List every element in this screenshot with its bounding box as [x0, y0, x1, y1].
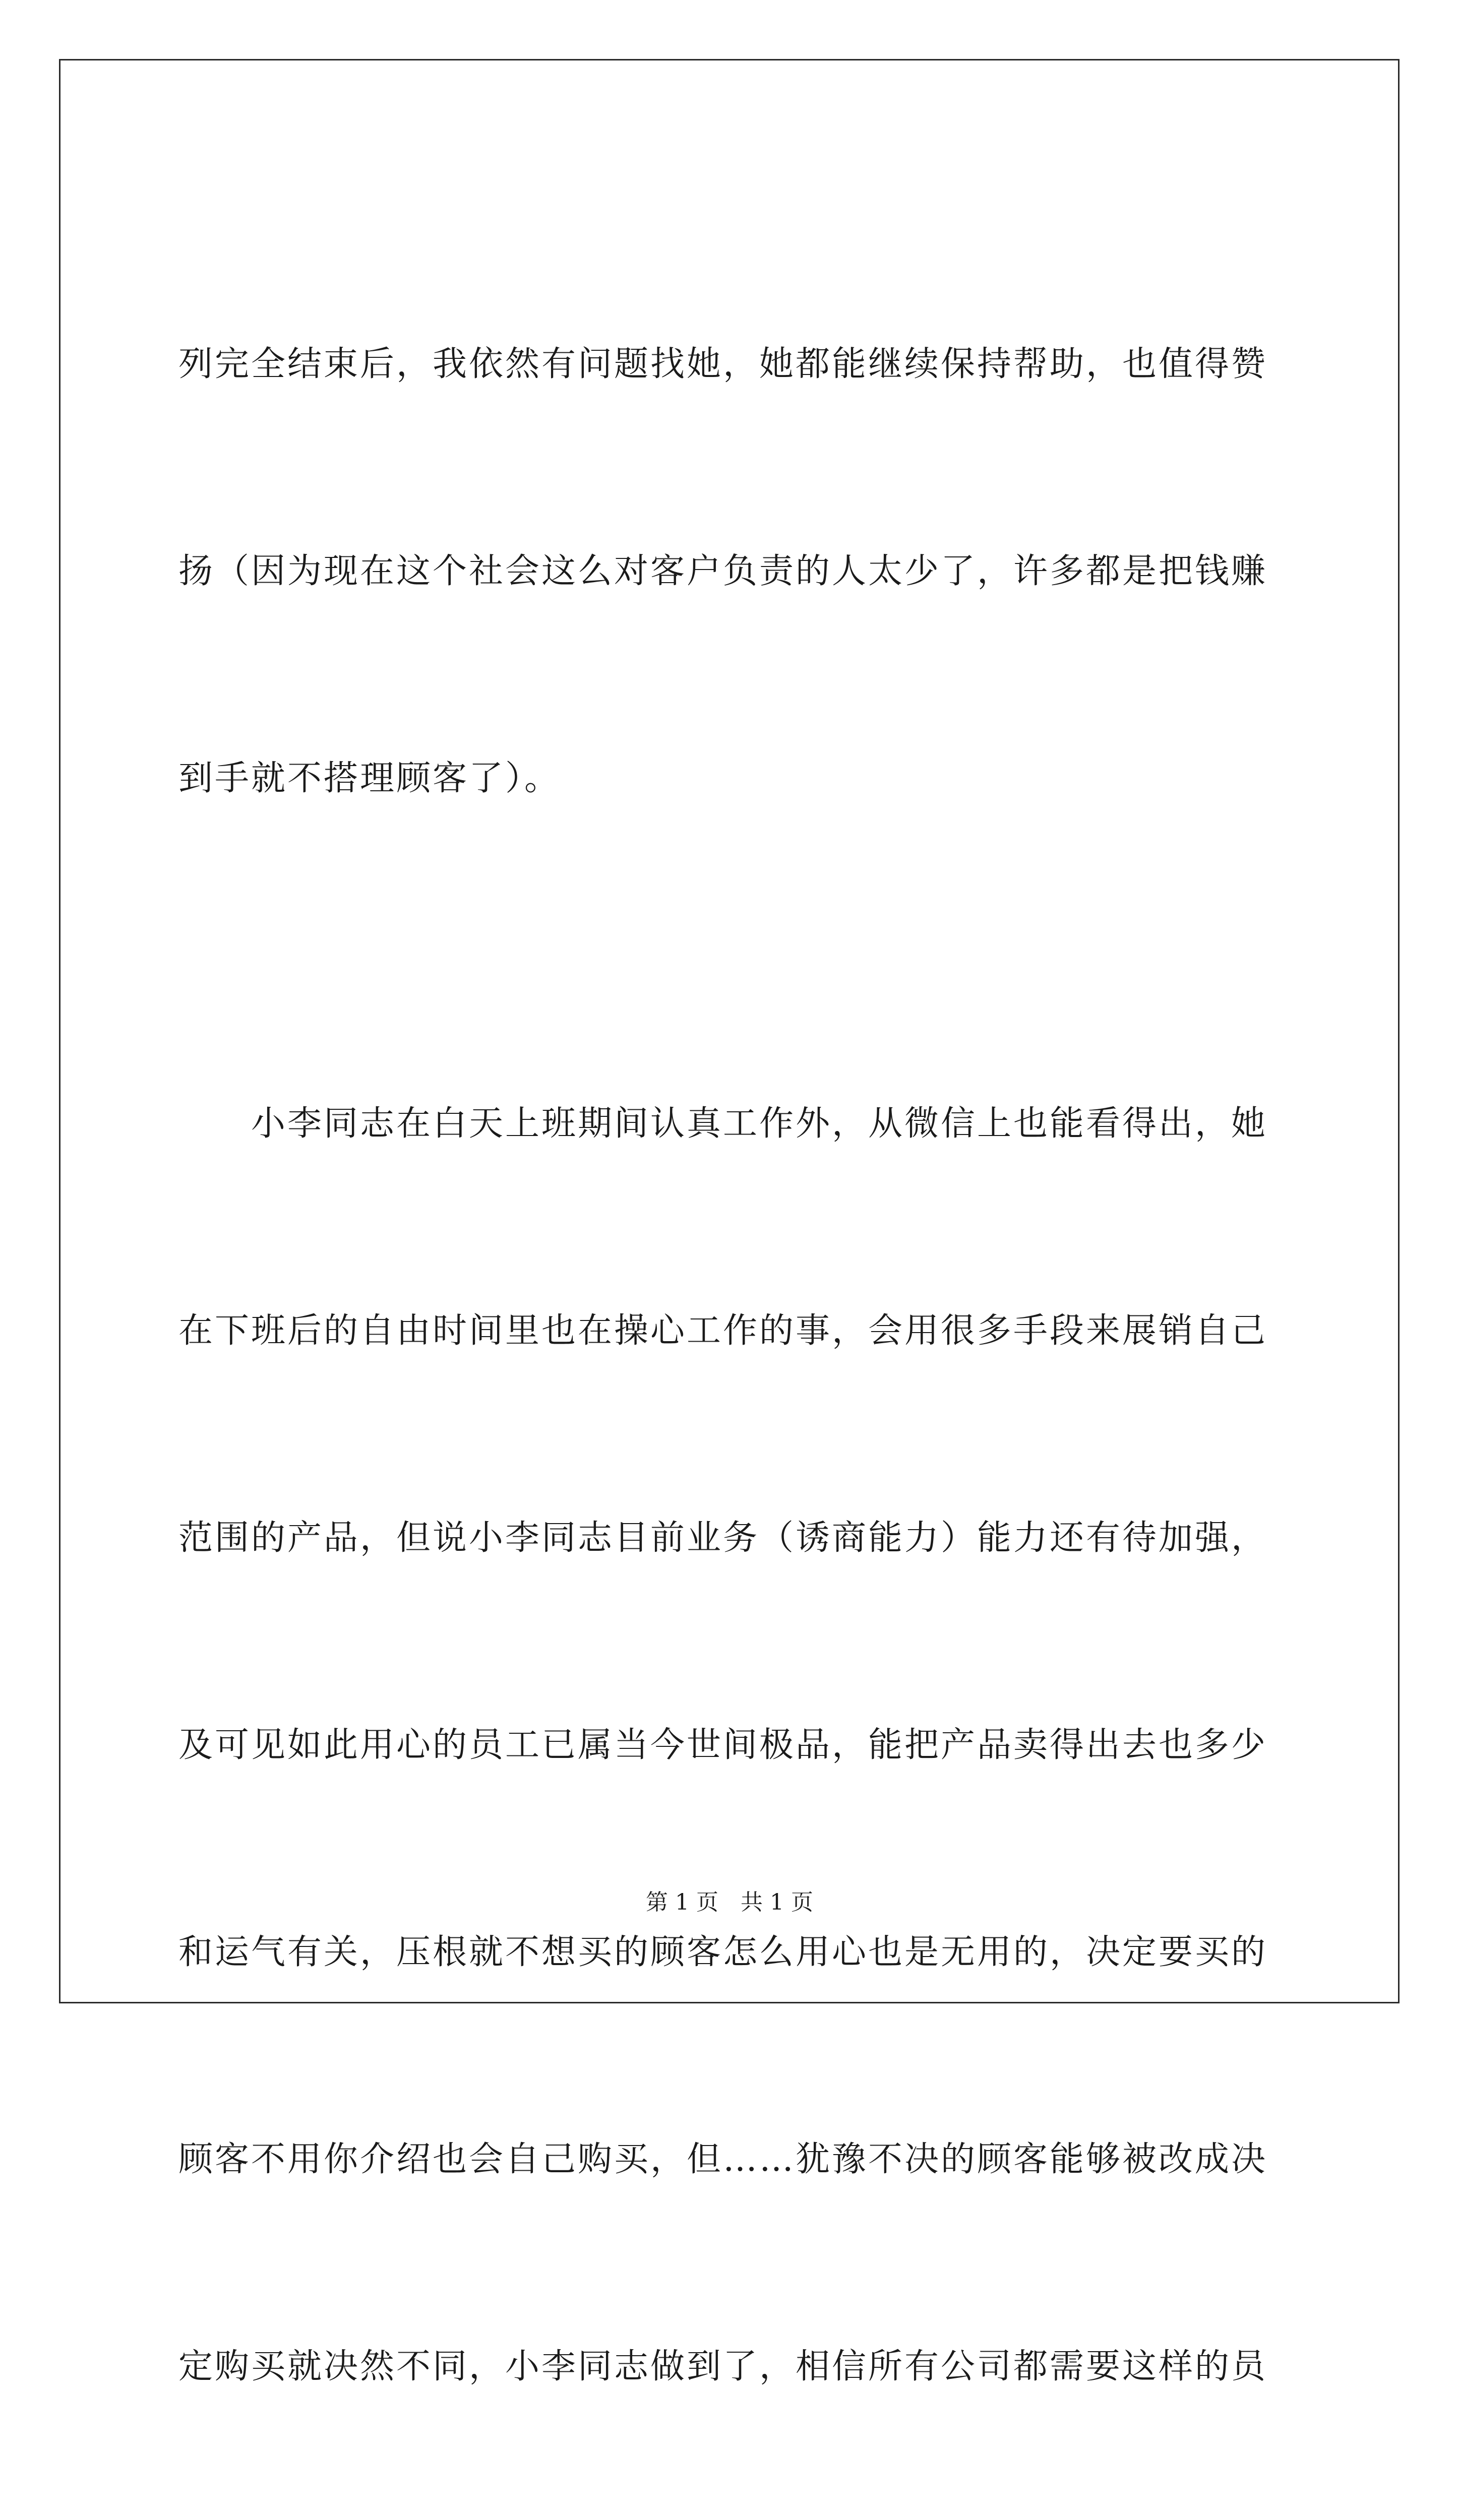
text-line: 和运气有关，压根就不想买的顾客怎么用心也是无用的，决定要买的: [178, 1932, 1268, 1972]
text-line: 范围的产品，但说小李同志目前业务（诱商能力）能力还有待加强，: [178, 1518, 1268, 1558]
text-line: 列完全结束后，我依然有问题找她，她都能继续保持帮助，也值得赞: [178, 344, 1268, 384]
text-line: 在下班后的自由时间里也在操心工作的事，会用很多手段来展销自己: [178, 1311, 1268, 1351]
paragraph-2: [178, 951, 1288, 2520]
text-line: 扬（因为现在这个社会这么对客户负责的人太少了，许多都是把钱赚: [178, 551, 1268, 591]
text-line: 及可见如此用心的员工已属当今世间极品，能把产品卖得出去也多少: [178, 1725, 1268, 1765]
text-line: 到手就不搭理顾客了）。: [178, 759, 561, 798]
text-line: 小李同志在白天上班期间认真工作外，从微信上也能看得出，她: [178, 1104, 1268, 1144]
text-line: 顾客不用你介绍也会自己购买，但……犹豫不决的顾客能够被改成决: [178, 2139, 1268, 2179]
paragraph-1: [178, 192, 1288, 951]
document-body: [178, 192, 1288, 2520]
page-footer: 第 1 页 共 1 页: [646, 1889, 813, 1915]
text-line: 定购买就决然不同，小李同志做到了，相信所有公司都需要这样的员: [178, 2347, 1268, 2386]
